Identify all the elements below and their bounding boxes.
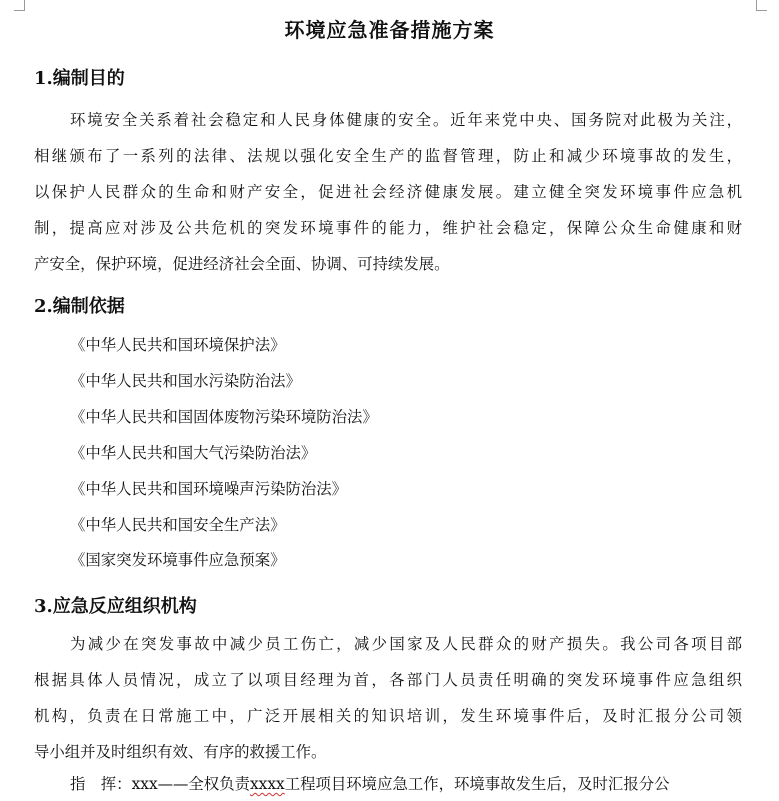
commander-name: xxx bbox=[131, 775, 158, 793]
paragraph-line[interactable]: 环境安全关系着社会稳定和人民身体健康的安全。近年来党中央、国务院对此极为关注， bbox=[70, 111, 742, 129]
paragraph-line[interactable]: 导小组并及时组织有效、有序的救援工作。 bbox=[34, 743, 327, 761]
responsibility-text: 全权负责 bbox=[188, 775, 250, 793]
law-list-item[interactable]: 《国家突发环境事件应急预案》 bbox=[70, 551, 286, 569]
law-list-item[interactable]: 《中华人民共和国环境保护法》 bbox=[70, 336, 286, 354]
section-2-heading[interactable]: 2.编制依据 bbox=[34, 296, 125, 317]
dash: —— bbox=[157, 775, 189, 793]
paragraph-line[interactable]: 根据具体人员情况，成立了以项目经理为首，各部门人员责任明确的突发环境事件应急组织 bbox=[34, 671, 742, 689]
law-list-item[interactable]: 《中华人民共和国安全生产法》 bbox=[70, 516, 286, 534]
commander-label: 指 挥： bbox=[70, 775, 132, 793]
law-list-item[interactable]: 《中华人民共和国大气污染防治法》 bbox=[70, 444, 317, 462]
law-list-item[interactable]: 《中华人民共和国水污染防治法》 bbox=[70, 372, 301, 390]
commander-line[interactable] bbox=[70, 774, 670, 794]
section-3-heading[interactable]: 3.应急反应组织机构 bbox=[34, 596, 197, 617]
document-title[interactable]: 环境应急准备措施方案 bbox=[284, 18, 495, 42]
section-1-heading[interactable]: 1.编制目的 bbox=[34, 68, 125, 89]
paragraph-line[interactable]: 产安全，保护环境，促进经济社会全面、协调、可持续发展。 bbox=[34, 255, 450, 273]
paragraph-line[interactable]: 机构，负责在日常施工中，广泛开展相关的知识培训，发生环境事件后，及时汇报分公司领 bbox=[34, 707, 742, 725]
paragraph-line[interactable]: 以保护人民群众的生命和财产安全，促进社会经济健康发展。建立健全突发环境事件应急机 bbox=[34, 183, 742, 201]
spellcheck-marked-text: xxxx bbox=[249, 775, 285, 793]
paragraph-line[interactable]: 为减少在突发事故中减少员工伤亡，减少国家及人民群众的财产损失。我公司各项目部 bbox=[70, 635, 742, 653]
responsibility-text-rest: 工程项目环境应急工作，环境事故发生后，及时汇报分公 bbox=[284, 775, 670, 793]
margin-corner-top-left bbox=[14, 0, 25, 11]
paragraph-line[interactable]: 相继颁布了一系列的法律、法规以强化安全生产的监督管理，防止和减少环境事故的发生， bbox=[34, 147, 742, 165]
law-list-item[interactable]: 《中华人民共和国固体废物污染环境防治法》 bbox=[70, 408, 378, 426]
paragraph-line[interactable]: 制，提高应对涉及公共危机的突发环境事件的能力，维护社会稳定，保障公众生命健康和财 bbox=[34, 219, 742, 237]
law-list-item[interactable]: 《中华人民共和国环境噪声污染防治法》 bbox=[70, 480, 348, 498]
margin-corner-top-right bbox=[756, 0, 767, 11]
